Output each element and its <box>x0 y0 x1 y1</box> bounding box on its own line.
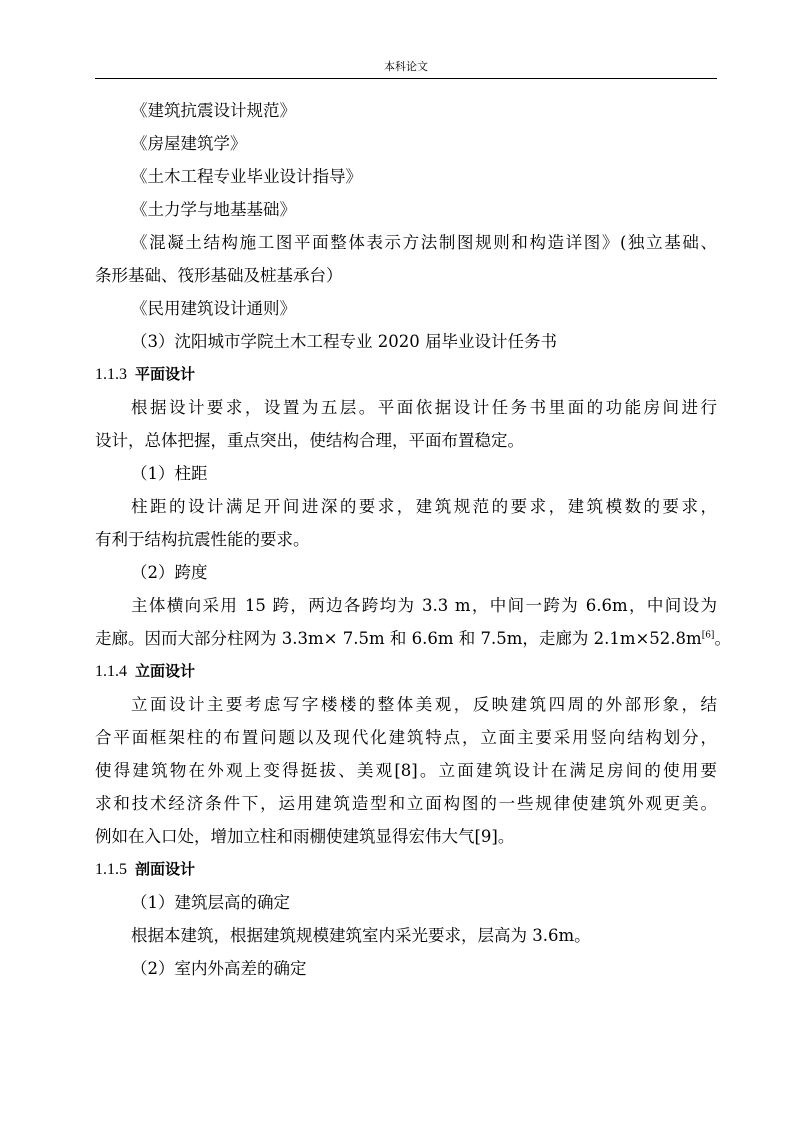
section-number: 1.1.4 <box>95 663 127 680</box>
section-title: 立面设计 <box>135 662 196 680</box>
paragraph-line: 主体横向采用 15 跨，两边各跨均为 3.3 m，中间一跨为 6.6m，中间设为 <box>131 596 717 615</box>
section-number: 1.1.5 <box>95 861 127 878</box>
section-title: 平面设计 <box>135 365 196 383</box>
paragraph-line: 根据设计要求，设置为五层。平面依据设计任务书里面的功能房间进行 <box>131 398 717 417</box>
subsection-title: （1）柱距 <box>131 464 208 483</box>
reference-item: 《民用建筑设计通则》 <box>131 299 296 318</box>
reference-item: 《土木工程专业毕业设计指导》 <box>131 167 362 186</box>
subsection-title: （1）建筑层高的确定 <box>131 893 290 912</box>
reference-item-continued: 条形基础、筏形基础及桩基承台） <box>95 266 343 285</box>
reference-item: （3）沈阳城市学院土木工程专业 2020 届毕业设计任务书 <box>131 332 557 351</box>
section-heading-1-1-5 <box>95 853 717 886</box>
paragraph-line: 有利于结构抗震性能的要求。 <box>95 530 310 549</box>
subsection-title: （2）跨度 <box>131 563 208 582</box>
paragraph-line: 使得建筑物在外观上变得挺拔、美观[8]。立面建筑设计在满足房间的使用要 <box>95 761 717 780</box>
paragraph-text: 走廊。因而大部分柱网为 3.3m× 7.5m 和 6.6m 和 7.5m，走廊为 2.1m×52.8m <box>95 629 702 648</box>
section-title: 剖面设计 <box>135 860 196 878</box>
paragraph-line: 合平面框架柱的布置问题以及现代化建筑特点，立面主要采用竖向结构划分， <box>95 728 717 747</box>
citation-superscript: [6] <box>701 630 715 641</box>
page-header <box>95 60 717 79</box>
section-heading-1-1-3 <box>95 358 717 391</box>
reference-item: 《建筑抗震设计规范》 <box>131 101 296 120</box>
reference-item: 《房屋建筑学》 <box>131 134 247 153</box>
page-body <box>95 94 731 985</box>
paragraph-line: 柱距的设计满足开间进深的要求，建筑规范的要求，建筑模数的要求， <box>131 497 717 516</box>
reference-item: 《混凝土结构施工图平面整体表示方法制图规则和构造详图》(独立基础、 <box>131 233 717 252</box>
paragraph-line: 例如在入口处，增加立柱和雨棚使建筑显得宏伟大气[9]。 <box>95 827 515 846</box>
section-number: 1.1.3 <box>95 366 127 383</box>
paragraph-line: 求和技术经济条件下，运用建筑造型和立面构图的一些规律使建筑外观更美。 <box>95 794 717 813</box>
paragraph-line: 立面设计主要考虑写字楼楼的整体美观，反映建筑四周的外部形象，结 <box>131 695 717 714</box>
reference-item: 《土力学与地基基础》 <box>131 200 296 219</box>
header-title: 本科论文 <box>384 60 428 73</box>
paragraph-line: 根据本建筑，根据建筑规模建筑室内采光要求，层高为 3.6m。 <box>131 926 591 945</box>
section-heading-1-1-4 <box>95 655 717 688</box>
paragraph-line <box>95 622 731 655</box>
subsection-title: （2）室内外高差的确定 <box>131 959 307 978</box>
paragraph-text: 。 <box>714 629 731 648</box>
paragraph-line: 设计，总体把握，重点突出，使结构合理，平面布置稳定。 <box>95 431 524 450</box>
